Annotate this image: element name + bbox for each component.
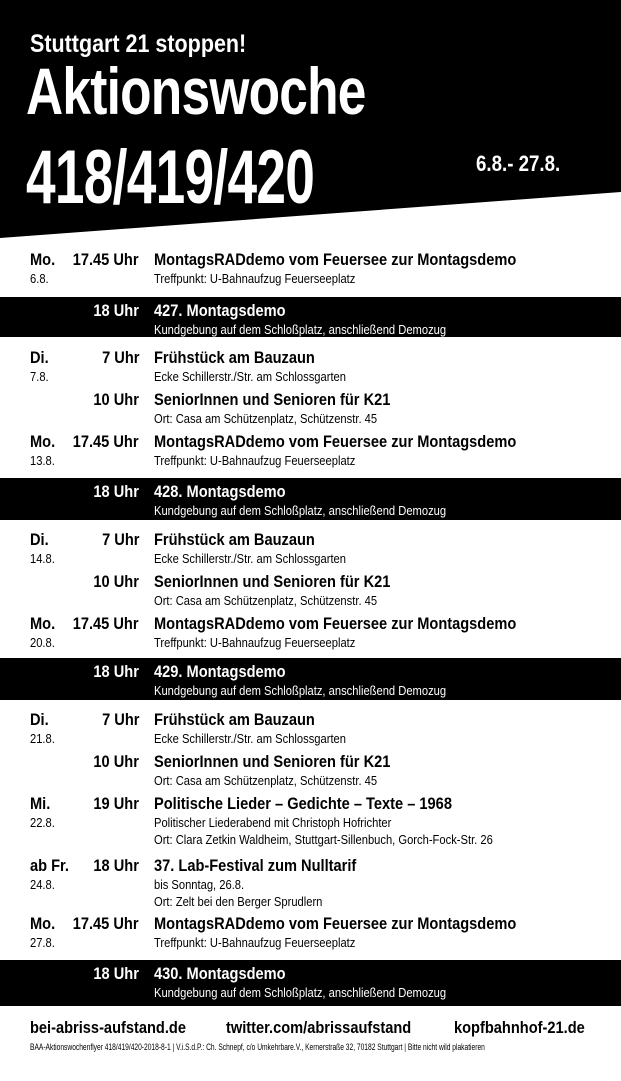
event-time: 17.45 Uhr [73, 250, 139, 269]
event-date: 6.8. [30, 271, 49, 286]
event-detail: Kundgebung auf dem Schloßplatz, anschließend Demozug [154, 985, 447, 1000]
demo-event-row [0, 478, 621, 520]
header-banner [0, 0, 621, 238]
event-detail: Ort: Casa am Schützenplatz, Schützenstr. 45 [154, 411, 378, 426]
event-title: Frühstück am Bauzaun [154, 348, 315, 367]
event-detail: Politischer Liederabend mit Christoph Hofrichter [154, 815, 392, 830]
event-time: 10 Uhr [93, 572, 139, 591]
event-title: 37. Lab-Festival zum Nulltarif [154, 856, 357, 875]
event-detail: Treffpunkt: U-Bahnaufzug Feuerseeplatz [154, 635, 356, 650]
event-title: Politische Lieder – Gedichte – Texte – 1968 [154, 794, 452, 813]
header-dates: 6.8.- 27.8. [476, 151, 561, 176]
event-day: Mo. [30, 914, 56, 933]
event-time: 10 Uhr [93, 752, 139, 771]
event-title: SeniorInnen und Senioren für K21 [154, 390, 391, 409]
event-day: ab Fr. [30, 856, 70, 875]
header-kicker: Stuttgart 21 stoppen! [30, 30, 247, 58]
event-detail: Treffpunkt: U-Bahnaufzug Feuerseeplatz [154, 271, 356, 286]
event-time: 18 Uhr [93, 662, 139, 681]
event-title: 430. Montagsdemo [154, 964, 286, 983]
event-date: 14.8. [30, 551, 55, 566]
event-title: MontagsRADdemo vom Feuersee zur Montagsdemo [154, 914, 517, 933]
event-detail: Kundgebung auf dem Schloßplatz, anschließend Demozug [154, 322, 447, 337]
event-time: 18 Uhr [93, 301, 139, 320]
event-day: Mi. [30, 794, 51, 813]
event-time: 18 Uhr [93, 482, 139, 501]
event-time: 17.45 Uhr [73, 432, 139, 451]
footer-links [30, 1018, 590, 1040]
event-row [0, 854, 621, 914]
event-detail: Kundgebung auf dem Schloßplatz, anschließend Demozug [154, 683, 447, 698]
event-day: Di. [30, 348, 49, 367]
event-detail: Ecke Schillerstr./Str. am Schlossgarten [154, 369, 347, 384]
event-title: SeniorInnen und Senioren für K21 [154, 572, 391, 591]
event-date: 27.8. [30, 935, 55, 950]
header-numbers: 418/419/420 [26, 135, 315, 220]
demo-event-row [0, 658, 621, 700]
event-time: 18 Uhr [93, 856, 139, 875]
event-time: 18 Uhr [93, 964, 139, 983]
event-time: 7 Uhr [101, 530, 139, 549]
event-title: MontagsRADdemo vom Feuersee zur Montagsdemo [154, 432, 517, 451]
event-title: MontagsRADdemo vom Feuersee zur Montagsdemo [154, 614, 517, 633]
twitter-link[interactable]: twitter.com/abrissaufstand [226, 1018, 412, 1037]
event-row [0, 388, 621, 428]
event-date: 13.8. [30, 453, 55, 468]
event-date: 20.8. [30, 635, 55, 650]
event-date: 22.8. [30, 815, 55, 830]
event-row [0, 430, 621, 474]
event-detail: Ort: Casa am Schützenplatz, Schützenstr. 45 [154, 773, 378, 788]
event-row [0, 912, 621, 956]
event-time: 10 Uhr [93, 390, 139, 409]
event-detail: bis Sonntag, 26.8. [154, 877, 245, 892]
event-time: 17.45 Uhr [73, 614, 139, 633]
event-detail: Ort: Clara Zetkin Waldheim, Stuttgart-Sillenbuch, Gorch-Fock-Str. 26 [154, 832, 493, 847]
event-date: 21.8. [30, 731, 55, 746]
event-detail: Ort: Casa am Schützenplatz, Schützenstr. 45 [154, 593, 378, 608]
event-row [0, 346, 621, 388]
event-time: 19 Uhr [93, 794, 139, 813]
event-time: 17.45 Uhr [73, 914, 139, 933]
event-day: Di. [30, 530, 49, 549]
imprint: BAA-Aktionswochenflyer 418/419/420-2018-8-1 | V.i.S.d.P.: Ch. Schnepf, c/o Umkehrbare.V., Kernerstraße 32, 70182 Stuttgart | Bitte nicht wild plakatieren [30, 1042, 485, 1052]
event-row [0, 570, 621, 610]
event-detail: Treffpunkt: U-Bahnaufzug Feuerseeplatz [154, 935, 356, 950]
event-day: Mo. [30, 432, 56, 451]
event-row [0, 248, 621, 292]
event-time: 7 Uhr [101, 710, 139, 729]
event-title: 428. Montagsdemo [154, 482, 286, 501]
demo-event-row [0, 297, 621, 337]
header-title: Aktionswoche [26, 54, 366, 128]
event-detail: Kundgebung auf dem Schloßplatz, anschließend Demozug [154, 503, 447, 518]
event-detail: Ecke Schillerstr./Str. am Schlossgarten [154, 551, 347, 566]
event-row [0, 612, 621, 656]
event-title: Frühstück am Bauzaun [154, 530, 315, 549]
event-title: Frühstück am Bauzaun [154, 710, 315, 729]
event-row [0, 792, 621, 852]
event-title: 429. Montagsdemo [154, 662, 286, 681]
event-detail: Ecke Schillerstr./Str. am Schlossgarten [154, 731, 347, 746]
website-link[interactable]: bei-abriss-aufstand.de [30, 1018, 186, 1037]
event-title: SeniorInnen und Senioren für K21 [154, 752, 391, 771]
kopfbahnhof-link[interactable]: kopfbahnhof-21.de [454, 1018, 585, 1037]
event-row [0, 708, 621, 750]
event-date: 24.8. [30, 877, 55, 892]
event-title: 427. Montagsdemo [154, 301, 286, 320]
event-date: 7.8. [30, 369, 49, 384]
event-day: Di. [30, 710, 49, 729]
event-detail: Treffpunkt: U-Bahnaufzug Feuerseeplatz [154, 453, 356, 468]
demo-event-row [0, 960, 621, 1006]
event-day: Mo. [30, 614, 56, 633]
event-title: MontagsRADdemo vom Feuersee zur Montagsdemo [154, 250, 517, 269]
event-detail: Ort: Zelt bei den Berger Sprudlern [154, 894, 323, 909]
event-row [0, 528, 621, 570]
event-day: Mo. [30, 250, 56, 269]
event-row [0, 750, 621, 790]
event-time: 7 Uhr [101, 348, 139, 367]
